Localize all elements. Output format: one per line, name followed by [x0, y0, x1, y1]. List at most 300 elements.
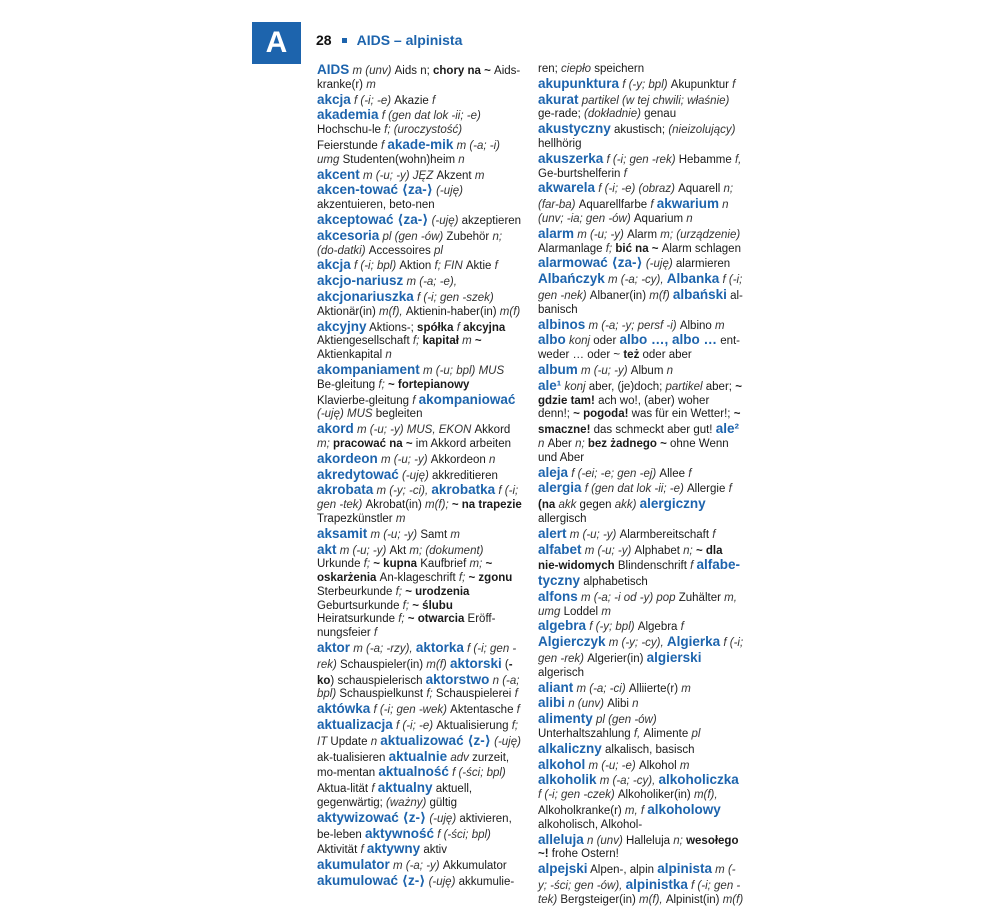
- translation: aber;: [705, 380, 736, 393]
- translation: Heiratsurkunde: [317, 613, 399, 626]
- grammar-note: adv: [447, 751, 473, 764]
- dictionary-entry: [317, 527, 523, 543]
- right-column: [538, 63, 744, 906]
- dictionary-entry: [538, 696, 744, 712]
- dictionary-entry: [538, 862, 744, 907]
- headword: akcent: [317, 166, 360, 182]
- translation: alphabetisch: [580, 576, 648, 589]
- grammar-note: f;: [412, 335, 423, 348]
- grammar-note: m (-u; -y): [566, 528, 620, 541]
- headword: akredytować: [317, 466, 399, 482]
- grammar-note: m: [679, 759, 690, 772]
- headword: akademia: [317, 107, 379, 123]
- headword: akcjo-nariusz: [317, 273, 404, 289]
- translation: akzeptieren: [461, 214, 522, 227]
- translation: Albaner(in): [589, 289, 650, 302]
- phrase: ~ oskarżenia: [317, 558, 493, 585]
- translation: Aktie: [465, 260, 495, 273]
- grammar-note: f;: [402, 599, 413, 612]
- translation: Alarm schlagen: [661, 242, 741, 255]
- translation: Alpinist(in): [665, 893, 723, 906]
- phrase: wesołego ~!: [538, 834, 739, 861]
- grammar-note: n: [632, 698, 639, 711]
- grammar-note: n: [370, 735, 381, 748]
- translation: frohe Ostern!: [551, 848, 619, 861]
- translation: Aids-kranke(r): [317, 65, 521, 91]
- translation: Urkunde: [317, 558, 364, 571]
- grammar-note: f;: [398, 613, 408, 626]
- headword: alkoholiczka: [658, 772, 739, 788]
- translation: Aktionär(in): [317, 305, 379, 318]
- translation: Allee: [659, 467, 689, 480]
- grammar-note: f: [380, 139, 388, 152]
- translation: Geburtsurkunde: [317, 599, 403, 612]
- grammar-note: konj: [561, 380, 589, 393]
- headword: ale²: [715, 421, 739, 437]
- grammar-note: (-uję): [426, 812, 460, 825]
- headword: aksamit: [317, 525, 368, 541]
- phrase: bez żadnego ~: [587, 437, 671, 450]
- headword: akcja: [317, 91, 351, 107]
- grammar-note: f: [494, 260, 498, 273]
- grammar-note: f: [360, 844, 367, 857]
- dictionary-entry: [538, 619, 744, 635]
- translation: Zuhälter: [678, 591, 725, 604]
- grammar-note: m (-a; -cy),: [604, 274, 667, 287]
- translation: ren;: [538, 63, 562, 75]
- headword: algierski: [646, 650, 702, 666]
- headword: akcja: [317, 257, 351, 273]
- translation: Samt: [420, 528, 451, 541]
- translation: Aktiengesellschaft: [317, 335, 413, 348]
- translation: ) schauspielerisch: [330, 674, 426, 687]
- grammar-note: f;: [605, 242, 616, 255]
- dictionary-entry: [317, 858, 523, 890]
- headword: albinos: [538, 316, 586, 332]
- grammar-note: f,: [734, 153, 742, 166]
- page-number: 28: [316, 32, 332, 48]
- headword: alkoholik: [538, 772, 597, 788]
- grammar-note: n;: [575, 437, 588, 450]
- grammar-note: m (-a; -ci): [573, 682, 629, 695]
- grammar-note: m(f),: [693, 789, 718, 802]
- grammar-note: (-uję) MUS: [317, 408, 376, 421]
- grammar-note: m: [681, 682, 691, 695]
- translation: was für ein Wetter!;: [631, 408, 734, 421]
- translation: al-banisch: [538, 289, 743, 316]
- headword: akwarela: [538, 180, 596, 196]
- translation: Aktentasche: [450, 704, 517, 717]
- dictionary-entry: [538, 742, 744, 758]
- grammar-note: m;: [317, 437, 333, 450]
- translation: Hochschu-le: [317, 124, 385, 137]
- headword: akord: [317, 421, 354, 437]
- grammar-note: f: [514, 688, 518, 701]
- grammar-note: n: [458, 153, 465, 166]
- grammar-note: f;: [426, 688, 436, 701]
- grammar-note: f (-i; gen -rek): [603, 153, 679, 166]
- grammar-note: m: [366, 78, 376, 91]
- phrase: ~ urodzenia: [405, 585, 470, 598]
- headword: album: [538, 361, 578, 377]
- headword: alfabet: [538, 541, 582, 557]
- dictionary-entry: [538, 681, 744, 697]
- grammar-note: m (-y; -ci),: [373, 485, 432, 498]
- translation: Update: [330, 735, 371, 748]
- grammar-note: f (-i; gen -rek): [317, 643, 517, 671]
- translation: Klavierbe-gleitung: [317, 394, 413, 407]
- translation: Feierstunde: [317, 139, 381, 152]
- grammar-note: f (-ści; bpl): [448, 767, 506, 780]
- grammar-note: m: [450, 528, 460, 541]
- grammar-note: m(f): [722, 893, 744, 906]
- grammar-note: f,: [633, 728, 644, 741]
- translation: An-klageschrift: [379, 572, 459, 585]
- phrase: kapitał: [422, 335, 463, 348]
- grammar-note: m: [715, 319, 725, 332]
- translation: Alarmbereitschaft: [619, 528, 713, 541]
- headword: albański: [672, 286, 727, 302]
- grammar-note: f; (uroczystość): [384, 124, 463, 137]
- translation: Alarmanlage: [538, 242, 606, 255]
- headword: aktorka: [415, 640, 464, 656]
- grammar-note: f;: [395, 585, 406, 598]
- headword: aktywny: [366, 841, 421, 857]
- translation: Studenten(wohn)heim: [342, 153, 459, 166]
- translation: Trapezkünstler: [317, 512, 396, 525]
- headword: akompaniament: [317, 361, 420, 377]
- dictionary-entry: [538, 543, 744, 590]
- grammar-note: f (gen dat lok -ii; -e): [581, 483, 687, 496]
- grammar-note: f: [732, 78, 736, 91]
- headword: Algierczyk: [538, 634, 606, 650]
- grammar-note: m (-a; -cy),: [596, 775, 659, 788]
- headword: aktywizować ⟨z-⟩: [317, 809, 427, 825]
- translation: Alkoholiker(in): [617, 789, 694, 802]
- translation: alkoholisch, Alkohol-: [538, 818, 643, 831]
- headword: aktówka: [317, 701, 371, 717]
- headword: alergiczny: [639, 496, 706, 512]
- grammar-note: m (-a; -y): [389, 860, 443, 873]
- translation: Aber: [547, 437, 576, 450]
- grammar-note: n (-a; bpl): [317, 674, 520, 701]
- headword: albo: [538, 332, 566, 348]
- grammar-note: f (-ści; bpl): [434, 828, 491, 841]
- grammar-note: m (-u; -y): [377, 453, 431, 466]
- grammar-note: n;: [673, 834, 687, 847]
- headword: alkohol: [538, 756, 586, 772]
- grammar-note: f (-i; -e): [392, 720, 437, 733]
- translation: ohne Wenn und Aber: [538, 437, 729, 464]
- grammar-note: ciepło: [561, 63, 595, 75]
- dictionary-entry: [538, 363, 744, 379]
- page-range-title: AIDS – alpinista: [356, 32, 463, 48]
- translation: Alimente: [643, 728, 692, 741]
- translation: Alkohol: [638, 759, 680, 772]
- headword: akuszerka: [538, 150, 604, 166]
- dictionary-entry: [317, 168, 523, 213]
- translation: akzentuieren, beto-nen: [317, 199, 435, 212]
- grammar-note: m(f): [499, 305, 521, 318]
- grammar-note: m (-u; -y): [367, 528, 421, 541]
- grammar-note: m(f): [649, 289, 673, 302]
- translation: Alpen-, alpin: [587, 864, 658, 877]
- dictionary-entry: [538, 481, 744, 526]
- headword: akrobatka: [431, 482, 496, 498]
- translation: oder: [593, 335, 620, 348]
- grammar-note: akk): [614, 499, 640, 512]
- headword: Albanka: [666, 271, 720, 287]
- headword: Albańczyk: [538, 271, 605, 287]
- translation: aktivieren, be-leben: [317, 812, 512, 841]
- headword: alarm: [538, 225, 575, 241]
- grammar-note: f;: [378, 378, 388, 391]
- translation: Albino: [679, 319, 715, 332]
- translation: Eröff-nungsfeier: [317, 613, 496, 640]
- dictionary-entry: [317, 718, 523, 811]
- translation: Aktienin-haber(in): [405, 305, 500, 318]
- grammar-note: (-uję): [428, 214, 462, 227]
- translation: Album: [630, 364, 667, 377]
- grammar-note: f (-i; gen -nek): [538, 274, 743, 302]
- phrase: ~ dla nie-widomych: [538, 544, 723, 573]
- phrase: spółka: [417, 321, 457, 334]
- headword: alpinistka: [625, 877, 688, 893]
- headword: aliant: [538, 679, 574, 695]
- grammar-note: n; (far-ba): [538, 183, 734, 212]
- dictionary-entry: [317, 702, 523, 718]
- headword: alarmować ⟨za-⟩: [538, 255, 643, 271]
- grammar-note: (-uję): [490, 735, 521, 748]
- dictionary-entry: [538, 181, 744, 226]
- grammar-note: n: [538, 437, 548, 450]
- page-header: [316, 32, 462, 48]
- headword: alimenty: [538, 711, 593, 727]
- translation: ge-rade;: [538, 108, 585, 121]
- headword: albo …, albo …: [619, 332, 717, 348]
- grammar-note: n: [385, 349, 392, 362]
- grammar-note: m (-u; -y) JĘZ: [359, 169, 437, 182]
- headword: akurat: [538, 91, 579, 107]
- phrase: ~ otwarcia: [407, 613, 468, 626]
- phrase: ~ ślubu: [412, 599, 453, 612]
- dictionary-entry: [317, 213, 523, 229]
- headword: akt: [317, 541, 337, 557]
- translation: Loddel: [563, 605, 602, 618]
- grammar-note: f: [712, 528, 716, 541]
- translation: Halleluja: [625, 834, 674, 847]
- grammar-note: m (-u; -y): [581, 544, 635, 557]
- translation: Hebamme: [678, 153, 735, 166]
- headword: Algierka: [666, 634, 721, 650]
- translation: Allergie: [687, 483, 729, 496]
- headword: aktualizacja: [317, 717, 393, 733]
- translation: Accessoires: [368, 244, 434, 257]
- dictionary-entry: [317, 108, 523, 167]
- phrase: ~ smaczne!: [538, 408, 741, 437]
- grammar-note: n;: [683, 544, 696, 557]
- grammar-note: m (-a; -e),: [403, 276, 457, 289]
- translation: aktiv: [420, 844, 447, 857]
- headword: aleja: [538, 464, 569, 480]
- headword: aktualność: [378, 764, 449, 780]
- grammar-note: f (-ei; -e; gen -ej): [568, 467, 660, 480]
- grammar-note: n (unv): [565, 698, 608, 711]
- dictionary-entry: [538, 227, 744, 272]
- grammar-note: f (-i; -e) (obraz): [595, 183, 679, 196]
- headword: AIDS: [317, 62, 350, 77]
- headword: alibi: [538, 695, 566, 711]
- translation: zurzeit, mo-mentan: [317, 751, 510, 780]
- grammar-note: m(f);: [425, 499, 452, 512]
- grammar-note: f; IT: [317, 720, 519, 748]
- translation: algerisch: [538, 666, 585, 679]
- translation: Akkumulator: [442, 860, 507, 873]
- grammar-note: m (-u; -e): [585, 759, 639, 772]
- translation: allergisch: [538, 512, 587, 525]
- header-bullet-icon: [342, 38, 347, 43]
- grammar-note: m (-a; -rzy),: [350, 643, 416, 656]
- translation: genau: [644, 108, 677, 121]
- translation: akkreditieren: [432, 469, 498, 482]
- translation: Zubehör: [446, 230, 493, 243]
- grammar-note: f: [412, 394, 419, 407]
- translation: Aktion: [399, 260, 435, 273]
- translation: Schauspieler(in): [340, 658, 427, 671]
- grammar-note: n: [686, 212, 693, 225]
- phrase: pracować na ~: [332, 437, 416, 450]
- grammar-note: f;: [363, 558, 374, 571]
- grammar-note: m, umg: [538, 591, 737, 618]
- dictionary-entry: [538, 122, 744, 152]
- grammar-note: m: [462, 335, 475, 348]
- grammar-note: m (-y; -cy),: [605, 637, 667, 650]
- grammar-note: m;: [469, 558, 486, 571]
- grammar-note: m; (dokument): [409, 544, 484, 557]
- grammar-note: f;: [458, 572, 469, 585]
- phrase: ~ gdzie tam!: [538, 380, 742, 407]
- section-letter-tab: A: [252, 22, 301, 64]
- translation: speichern: [594, 63, 645, 75]
- translation: oder aber: [642, 349, 692, 362]
- headword: akordeon: [317, 450, 378, 466]
- headword: akceptować ⟨za-⟩: [317, 211, 429, 227]
- translation: das schmeckt aber gut!: [593, 424, 716, 437]
- grammar-note: (-uję): [398, 469, 433, 482]
- translation: Akkord: [474, 424, 511, 437]
- dictionary-entry: [538, 466, 744, 482]
- grammar-note: m(f),: [639, 893, 666, 906]
- grammar-note: pl: [691, 728, 701, 741]
- left-column: [317, 62, 523, 889]
- dictionary-entry: [538, 833, 744, 863]
- translation: Akazie: [394, 94, 432, 107]
- translation: ach wo!, (aber) woher denn!;: [538, 394, 710, 421]
- translation: gültig: [429, 797, 457, 810]
- phrase: ~ kupna: [373, 558, 421, 571]
- grammar-note: f (-i; gen -wek): [370, 704, 451, 717]
- translation: (: [501, 658, 509, 671]
- translation: Be-gleitung: [317, 378, 379, 391]
- dictionary-entry: [317, 363, 523, 422]
- dictionary-entry: [538, 333, 744, 363]
- translation: Aktions-;: [366, 321, 418, 334]
- translation: akkumulie-: [458, 876, 515, 889]
- grammar-note: n: [666, 364, 673, 377]
- grammar-note: pl: [433, 244, 443, 257]
- translation: Akzent: [436, 169, 475, 182]
- translation: Aktualisierung: [436, 720, 512, 733]
- phrase: ~: [474, 335, 482, 348]
- translation: begleiten: [375, 408, 423, 421]
- grammar-note: m, f: [624, 805, 648, 818]
- headword: akustyczny: [538, 121, 611, 137]
- phrase: (na: [538, 499, 559, 512]
- phrase: ~ na trapezie: [451, 499, 522, 512]
- headword: akumulować ⟨z-⟩: [317, 873, 426, 889]
- headword: alpinista: [657, 861, 712, 877]
- headword: alleluja: [538, 831, 584, 847]
- grammar-note: n; (do-datki): [317, 230, 503, 257]
- translation: Aktua-lität: [317, 783, 372, 796]
- headword: aktualizować ⟨z-⟩: [380, 732, 491, 748]
- grammar-note: f (-i; gen -szek): [413, 291, 494, 304]
- headword: alergia: [538, 480, 582, 496]
- grammar-note: m(f),: [379, 305, 406, 318]
- translation: Bergsteiger(in): [560, 893, 639, 906]
- translation: Aquarellfarbe: [578, 199, 651, 212]
- translation: ent-weder … oder ~: [538, 335, 741, 362]
- grammar-note: f (-i; -e): [350, 94, 395, 107]
- grammar-note: (-uję): [425, 876, 459, 889]
- grammar-note: m (unv): [349, 65, 395, 77]
- translation: Akrobat(in): [365, 499, 426, 512]
- dictionary-entry: [317, 483, 523, 526]
- grammar-note: f (-i; gen -tek): [538, 880, 741, 906]
- translation: Algerier(in): [587, 653, 647, 666]
- translation: Kaufbrief: [420, 558, 470, 571]
- translation: Schauspielerei: [435, 688, 515, 701]
- grammar-note: partikel (w tej chwili; właśnie): [578, 94, 730, 107]
- dictionary-entry: [317, 422, 523, 452]
- translation: hellhörig: [538, 137, 582, 150]
- translation: Ge-burtshelferin: [538, 167, 624, 180]
- grammar-note: f (-i; gen -czek): [538, 789, 618, 802]
- grammar-note: pl (gen -ów): [592, 714, 657, 727]
- headword: aktorstwo: [425, 671, 490, 687]
- headword: akcjonariuszka: [317, 288, 414, 304]
- grammar-note: n (unv): [583, 834, 626, 847]
- grammar-note: f: [516, 704, 520, 717]
- translation: Aktienkapital: [317, 349, 386, 362]
- dictionary-entry: [538, 77, 744, 93]
- dictionary-entry: [538, 63, 744, 77]
- grammar-note: f: [680, 621, 684, 634]
- headword: alkaliczny: [538, 740, 602, 756]
- translation: Akt: [389, 544, 410, 557]
- headword: alfons: [538, 588, 578, 604]
- dictionary-entry: [538, 318, 744, 334]
- dictionary-entry: [317, 543, 523, 642]
- headword: aktualny: [377, 780, 433, 796]
- grammar-note: f (gen dat lok -ii; -e): [378, 110, 481, 123]
- translation: Blindenschrift: [617, 560, 691, 573]
- translation: ak-tualisieren: [317, 751, 389, 764]
- dictionary-entry: [538, 272, 744, 317]
- headword: algebra: [538, 618, 587, 634]
- phrase: akcyjna: [463, 321, 506, 334]
- phrase: bić na ~: [615, 242, 662, 255]
